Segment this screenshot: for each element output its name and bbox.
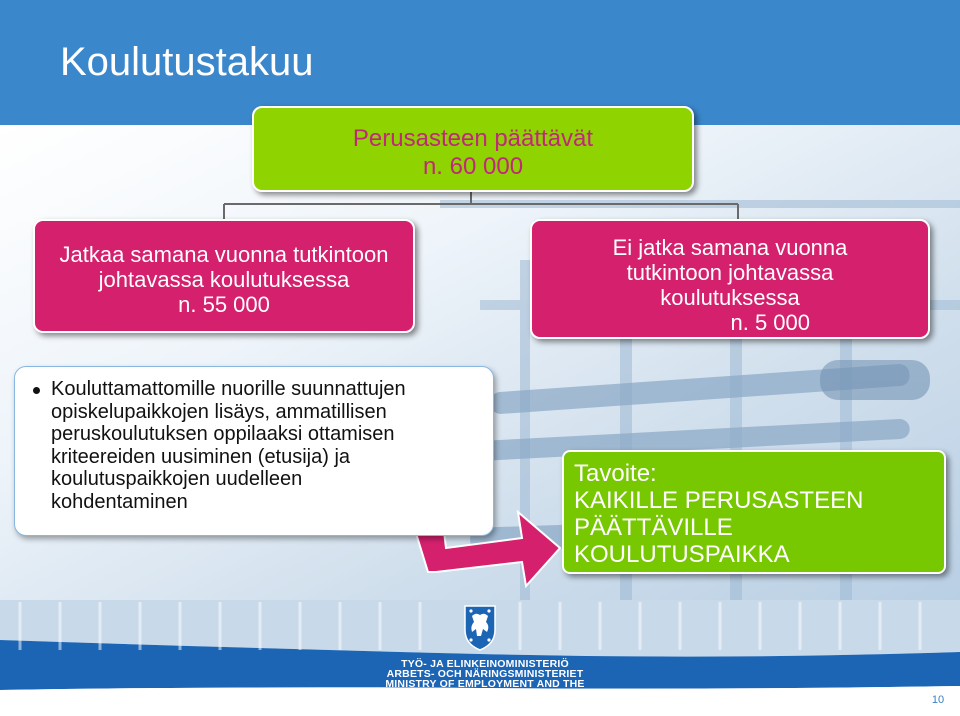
goal-line-3: KOULUTUSPAIKKA [574, 541, 790, 568]
box-right-line-4: n. 5 000 [730, 310, 810, 335]
ministry-name-finnish: TYÖ- JA ELINKEINOMINISTERIÖ [401, 658, 569, 670]
box-right-line-3: koulutuksessa [660, 285, 800, 310]
ministry-lion-crest-icon [462, 602, 498, 652]
box-continue-education [33, 219, 415, 333]
goal-label: Tavoite: [574, 460, 657, 487]
page-number: 10 [931, 694, 945, 706]
box-right-line-2: tutkintoon johtavassa [626, 260, 834, 285]
bullet-box [14, 366, 494, 536]
goal-line-1: KAIKILLE PERUSASTEEN [574, 487, 864, 514]
box-left-line-1: Jatkaa samana vuonna tutkintoon [59, 242, 389, 267]
box-left-line-2: johtavassa koulutuksessa [98, 267, 350, 292]
box-basic-education-graduates [252, 106, 694, 192]
box-left-line-3: n. 55 000 [178, 292, 270, 317]
goal-line-2: PÄÄTTÄVILLE [574, 514, 733, 541]
bullet-dot-icon [33, 387, 40, 394]
ministry-name-english: MINISTRY OF EMPLOYMENT AND THE ECONOMY [385, 678, 585, 702]
goal-box [562, 450, 946, 574]
box-right-line-1: Ei jatka samana vuonna [612, 235, 848, 260]
box-top-line-2: n. 60 000 [422, 153, 524, 180]
box-top-line-1: Perusasteen päättävät [352, 125, 594, 152]
ministry-name-swedish: ARBETS- OCH NÄRINGSMINISTERIET [386, 668, 584, 680]
slide-title: Koulutustakuu [60, 40, 314, 84]
bullet-text: Kouluttamattomille nuorille suunnattujen opiskelupaikkojen lisäys, ammatillisen peruskoulutuksen oppilaaksi ottamisen kriteereiden uusiminen (etusija) ja koulutuspaikkojen uudelleen kohdentaminen [51, 378, 406, 513]
box-not-continue-education [530, 219, 930, 339]
